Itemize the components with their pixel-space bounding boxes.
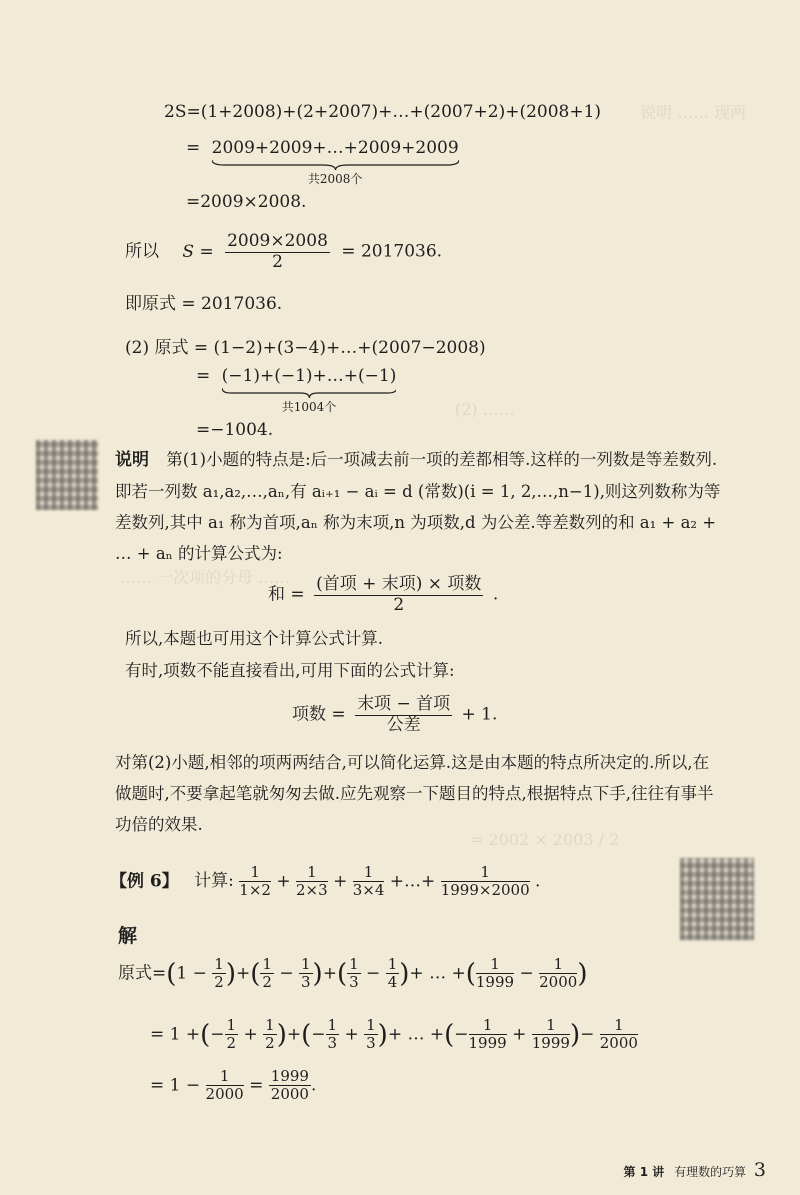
underbrace-group — [221, 366, 397, 414]
sum-numerator: (首项 + 末项) × 项数 — [316, 574, 482, 594]
lecture-number: 第 1 讲 — [623, 1165, 665, 1179]
explanation-line2: 所以,本题也可用这个计算公式计算. — [125, 629, 383, 648]
s-lhs: S = — [182, 241, 214, 262]
fraction-denominator: 2×3 — [296, 881, 328, 900]
lecture-title: 有理数的巧算 — [674, 1165, 747, 1179]
sum-lhs: 和 = — [268, 584, 305, 605]
ellipsis-plus: +…+ — [389, 871, 436, 892]
fraction-final — [269, 1068, 311, 1104]
example-label: 【例 6】 — [110, 871, 179, 892]
s-result-line — [125, 232, 442, 272]
repeated-sum: (−1)+(−1)+…+(−1) — [221, 366, 397, 386]
fraction-numerator: 1 — [206, 1068, 244, 1086]
explanation-paragraph — [115, 444, 725, 569]
part2-line: (2) 原式 = (1−2)+(3−4)+…+(2007−2008) — [125, 338, 486, 358]
count-tail: + 1. — [461, 704, 498, 725]
fraction-numerator: 1 — [353, 864, 385, 882]
fraction-denominator: 3×4 — [352, 881, 385, 900]
fraction-1 — [239, 864, 271, 900]
underbrace-label: 共1004个 — [281, 400, 337, 414]
underbrace-icon — [222, 388, 397, 398]
plus-sign: + — [333, 871, 348, 892]
bleed-through-text: (2) …… — [455, 400, 515, 419]
example-prompt: 计算: — [194, 871, 234, 892]
page-footer — [624, 1159, 766, 1181]
bleed-through-text: = 2002 × 2003 / 2 — [470, 830, 620, 849]
period: . — [535, 871, 541, 892]
example6-line — [110, 864, 540, 900]
fraction-numerator: 1 — [296, 864, 328, 882]
solution-prefix: 原式= — [118, 963, 167, 984]
repeated-sum: 2009+2009+…+2009+2009 — [211, 138, 459, 158]
result-line: 即原式 = 2017036. — [125, 294, 283, 314]
equals-sign: = — [150, 1024, 165, 1045]
explanation-paragraph-2: 对第(2)小题,相邻的项两两结合,可以简化运算.这是由本题的特点所决定的.所以,在做题时,不要拿起笔就匆匆去做.应先观察一下题目的特点,根据特点下手,往往有事半功倍的效果. — [115, 753, 714, 834]
sum-2s-line2 — [186, 138, 459, 186]
fraction-one-over-2000 — [206, 1068, 244, 1104]
fraction-denominator: 1×2 — [239, 881, 271, 900]
fraction-denominator: 1999×2000 — [440, 881, 530, 900]
count-numerator: 末项 − 首项 — [357, 694, 451, 714]
underbrace-group — [211, 138, 459, 186]
sum-formula — [268, 575, 498, 615]
s-fraction — [225, 232, 330, 272]
equals-sign: = — [186, 138, 201, 158]
sum-fraction — [314, 575, 483, 615]
explanation-line3: 有时,项数不能直接看出,可用下面的公式计算: — [125, 661, 455, 680]
fraction-3 — [353, 864, 385, 900]
qr-code-left — [36, 440, 98, 510]
explanation-text: 第(1)小题的特点是:后一项减去前一项的差都相等.这样的一列数是等差数列.即若一列数 a₁,a₂,…,aₙ,有 aᵢ₊₁ − aᵢ = d (常数)(i = 1, 2,…,n−1),则这列数称为等差数列,其中 a₁ 称为首项,aₙ 称为末项,n 为项数,d 为公差.等差数列的和 a₁ + a₂ + … + aₙ 的计算公式为: — [115, 450, 721, 563]
underbrace-icon — [212, 160, 459, 170]
sum-period: . — [492, 584, 499, 605]
fraction-4 — [441, 864, 530, 900]
fraction-numerator: 1 — [239, 864, 271, 882]
fraction-denominator: 2000 — [270, 1085, 309, 1104]
solution-line3 — [150, 1068, 316, 1104]
solution-line2: = 1 +(− $\frac{1}{2}$ + $\frac{1}{2}$ )+(− $\frac{1}{3}$ + $\frac{1}{3}$ )+ … +(− $\frac{1}{1999}$ + $\frac{1}{1999}$ )− $\frac{1}{2000}$ — [150, 1016, 638, 1053]
bleed-through-text: 说明 …… 现两 — [640, 103, 747, 122]
fraction-2 — [296, 864, 328, 900]
count-fraction — [355, 695, 452, 735]
solution-label: 解 — [118, 925, 138, 947]
equals-sign: = — [249, 1075, 264, 1096]
fraction-numerator: 1999 — [270, 1067, 309, 1085]
s-numerator: 2009×2008 — [227, 231, 328, 251]
bleed-through-text: …… 一次项的分母 …… — [120, 568, 291, 587]
count-lhs: 项数 = — [292, 704, 346, 725]
sum-2s-line: 2S=(1+2008)+(2+2007)+…+(2007+2)+(2008+1) — [164, 102, 602, 122]
count-formula — [292, 695, 497, 735]
fraction-numerator: 1 — [441, 864, 530, 882]
s-denominator: 2 — [272, 251, 283, 272]
s-value: = 2017036. — [341, 241, 443, 262]
period: . — [310, 1075, 317, 1096]
count-denominator: 公差 — [386, 714, 421, 735]
part2-result: =−1004. — [196, 420, 274, 440]
page-number: 3 — [753, 1159, 766, 1181]
sum-denominator: 2 — [393, 594, 405, 615]
fraction-denominator: 2000 — [205, 1085, 244, 1104]
product-line: =2009×2008. — [186, 192, 307, 212]
equals-sign: = — [196, 366, 211, 386]
qr-code-right — [680, 858, 754, 940]
plus-sign: + — [276, 871, 291, 892]
solution-line1: 原式=(1 − $\frac{1}{2}$ )+( $\frac{1}{2}$ − $\frac{1}{3}$ )+( $\frac{1}{3}$ − $\frac{1}{4}$ )+ … +( $\frac{1}{1999}$ − $\frac{1}{2000}$ ) — [118, 955, 588, 992]
so-label: 所以 — [125, 241, 159, 262]
explanation-label: 说明 — [115, 450, 149, 470]
one-minus: = 1 − — [150, 1075, 201, 1096]
underbrace-label: 共2008个 — [307, 172, 363, 186]
part2-line2 — [196, 366, 397, 414]
